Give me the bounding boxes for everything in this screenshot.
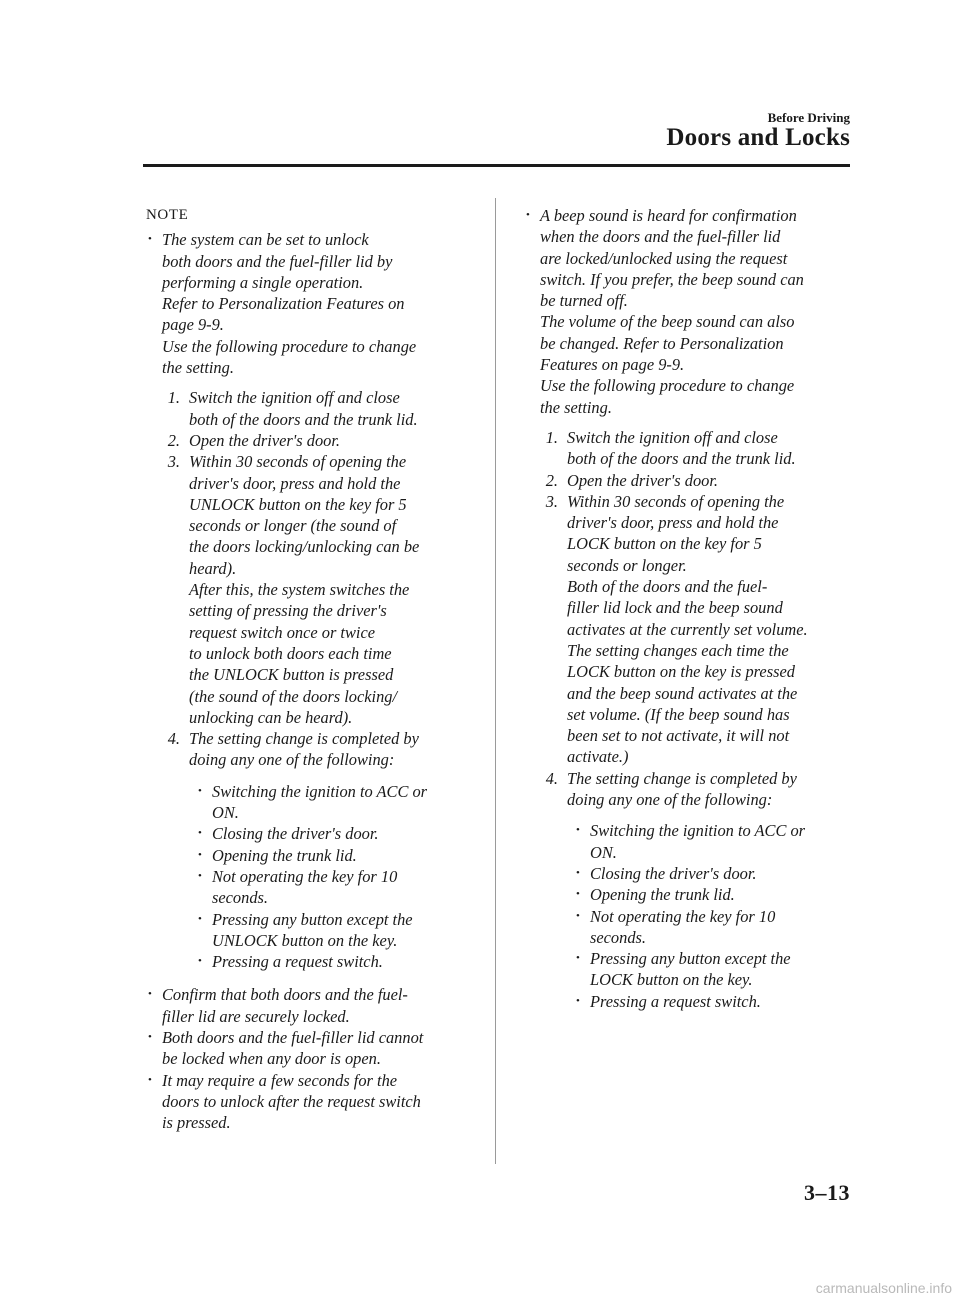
sub-list-item: • Pressing any button except the UNLOCK button on the key. xyxy=(196,909,476,952)
section-label: Before Driving xyxy=(767,110,850,125)
right-column xyxy=(524,205,854,1012)
step-number: 1. xyxy=(167,388,180,408)
page-number: 3–13 xyxy=(804,1180,850,1205)
step-item xyxy=(534,427,854,470)
sub-list xyxy=(574,820,854,1012)
note-bullet: • It may require a few seconds for the doors to unlock after the request switch is pressed. xyxy=(146,1070,476,1134)
step-list xyxy=(534,427,854,1012)
step-text: Switch the ignition off and close both of the doors and the trunk lid. xyxy=(567,427,796,469)
note-bullet: • Confirm that both doors and the fuel- filler lid are securely locked. xyxy=(146,984,476,1027)
sub-list xyxy=(196,781,476,973)
step-text: Switch the ignition off and close both of the doors and the trunk lid. xyxy=(189,388,418,429)
step-item xyxy=(534,768,854,1012)
step-list xyxy=(156,387,476,972)
step-text: Within 30 seconds of opening the driver's door, press and hold the LOCK button on the key for 5 seconds or longer. Both of the doors and the fuel- filler lid lock and the beep sound activates at the currently set volume. The setting changes each time the LOCK button on the key is pressed and the beep sound activates at the set volume. (If the beep sound has been set to not activate, it will not activate.) xyxy=(567,491,808,767)
left-column xyxy=(146,205,476,1133)
sub-list-item: • Closing the driver's door. xyxy=(196,823,476,844)
sub-list-item: • Opening the trunk lid. xyxy=(574,884,854,905)
sub-list-item: • Not operating the key for 10 seconds. xyxy=(574,906,854,949)
page-title: Doors and Locks xyxy=(666,124,850,151)
header-rule xyxy=(143,164,850,167)
step-number: 1. xyxy=(545,427,558,447)
step-item xyxy=(156,728,476,972)
note-bullet-intro: • The system can be set to unlock both doors and the fuel-filler lid by performing a single operation. Refer to Personalization Features on page 9-9. Use the following procedure to change the setting. xyxy=(146,229,476,378)
sub-list-item: • Opening the trunk lid. xyxy=(196,845,476,866)
step-text: The setting change is completed by doing any one of the following: xyxy=(567,768,797,810)
step-number: 4. xyxy=(167,729,180,749)
sub-list-item: • Pressing any button except the LOCK button on the key. xyxy=(574,948,854,991)
note-bullet-list xyxy=(146,984,476,1133)
note-bullet: • Both doors and the fuel-filler lid cannot be locked when any door is open. xyxy=(146,1027,476,1070)
step-text: Open the driver's door. xyxy=(189,430,341,450)
step-text: The setting change is completed by doing any one of the following: xyxy=(189,729,419,770)
step-number: 3. xyxy=(167,452,180,472)
step-item xyxy=(156,430,476,451)
sub-list-item: • Not operating the key for 10 seconds. xyxy=(196,866,476,909)
column-divider xyxy=(495,198,496,1164)
step-item xyxy=(534,491,854,768)
sub-list-item: • Switching the ignition to ACC or ON. xyxy=(196,781,476,824)
step-text: Open the driver's door. xyxy=(567,470,719,490)
watermark: carmanualsonline.info xyxy=(815,1280,952,1296)
step-item xyxy=(156,387,476,430)
step-number: 3. xyxy=(545,491,558,511)
step-item xyxy=(534,470,854,491)
step-text: Within 30 seconds of opening the driver's door, press and hold the UNLOCK button on the key for 5 seconds or longer (the sound of the doors locking/unlocking can be heard). After this, the system switches the setting of pressing the driver's request switch once or twice to unlock both doors each time the UNLOCK button is pressed (the sound of the doors locking/ unlocking can be heard). xyxy=(189,452,420,727)
sub-list-item: • Switching the ignition to ACC or ON. xyxy=(574,820,854,863)
note-bullet-intro: • A beep sound is heard for confirmation when the doors and the fuel-filler lid are locked/unlocked using the request switch. If you prefer, the beep sound can be turned off. The volume of the beep sound can also be changed. Refer to Personalization Features on page 9-9. Use the following procedure to change the setting. xyxy=(524,205,854,418)
step-number: 4. xyxy=(545,768,558,788)
step-item xyxy=(156,451,476,728)
step-number: 2. xyxy=(545,470,558,490)
sub-list-item: • Closing the driver's door. xyxy=(574,863,854,884)
sub-list-item: • Pressing a request switch. xyxy=(196,951,476,972)
step-number: 2. xyxy=(167,430,180,450)
note-heading: NOTE xyxy=(146,207,189,223)
sub-list-item: • Pressing a request switch. xyxy=(574,991,854,1012)
